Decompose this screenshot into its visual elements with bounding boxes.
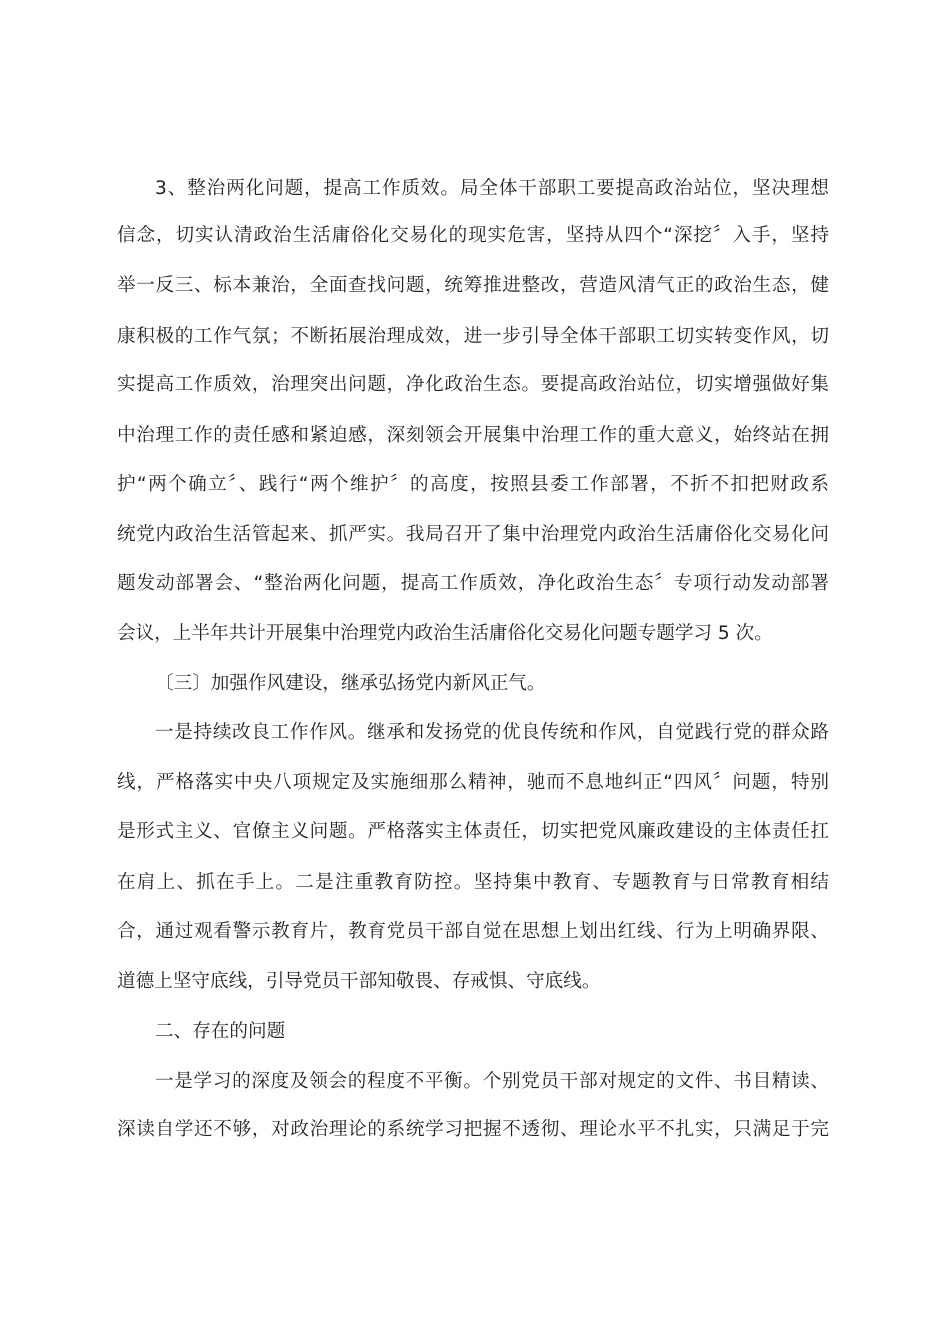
- paragraph-line: 一是持续改良工作作风。继承和发扬党的优良传统和作风，自觉践行党的群众路: [155, 722, 829, 743]
- paragraph-line: 举一反三、标本兼治，全面查找问题，统筹推进整改，营造风清气正的政治生态，健: [117, 275, 829, 296]
- paragraph-line: 护“两个确立〞、践行“两个维护〞的高度，按照县委工作部署，不折不扣把财政系: [117, 474, 829, 495]
- paragraph-line: 合，通过观看警示教育片，教育党员干部自觉在思想上划出红线、行为上明确界限、: [117, 921, 829, 942]
- paragraph-line: 道德上坚守底线，引导党员干部知敬畏、存戒惧、守底线。: [117, 971, 601, 992]
- paragraph-line: 统党内政治生活管起来、抓严实。我局召开了集中治理党内政治生活庸俗化交易化问: [117, 524, 829, 545]
- paragraph-line: 实提高工作质效，治理突出问题，净化政治生态。要提高政治站位，切实增强做好集: [117, 374, 829, 395]
- paragraph-line: 中治理工作的责任感和紧迫感，深刻领会开展集中治理工作的重大意义，始终站在拥: [117, 425, 829, 446]
- paragraph-line: 康积极的工作气氛；不断拓展治理成效，进一步引导全体干部职工切实转变作风，切: [117, 326, 829, 347]
- paragraph-line: 一是学习的深度及领会的程度不平衡。个别党员干部对规定的文件、书目精读、: [155, 1071, 829, 1092]
- paragraph-line: 在肩上、抓在手上。二是注重教育防控。坚持集中教育、专题教育与日常教育相结: [117, 872, 829, 893]
- paragraph-line: 会议，上半年共计开展集中治理党内政治生活庸俗化交易化问题专题学习 5 次。: [117, 623, 773, 644]
- paragraph-line: 是形式主义、官僚主义问题。严格落实主体责任，切实把党风廉政建设的主体责任扛: [117, 821, 829, 842]
- paragraph-line: 信念，切实认清政治生活庸俗化交易化的现实危害，坚持从四个“深挖〞入手，坚持: [117, 225, 829, 246]
- paragraph-line: 3、整治两化问题，提高工作质效。局全体干部职工要提高政治站位，坚决理想: [155, 178, 829, 199]
- paragraph-line: 线，严格落实中央八项规定及实施细那么精神，驰而不息地纠正“四风〞问题，特别: [117, 772, 829, 793]
- paragraph-line: 题发动部署会、“整治两化问题，提高工作质效，净化政治生态〞专项行动发动部署: [117, 573, 829, 594]
- section-heading: 二、存在的问题: [155, 1021, 286, 1042]
- paragraph-line: 深读自学还不够，对政治理论的系统学习把握不透彻、理论水平不扎实，只满足于完: [117, 1119, 829, 1140]
- section-heading: 〔三〕加强作风建设，继承弘扬党内新风正气。: [155, 673, 546, 694]
